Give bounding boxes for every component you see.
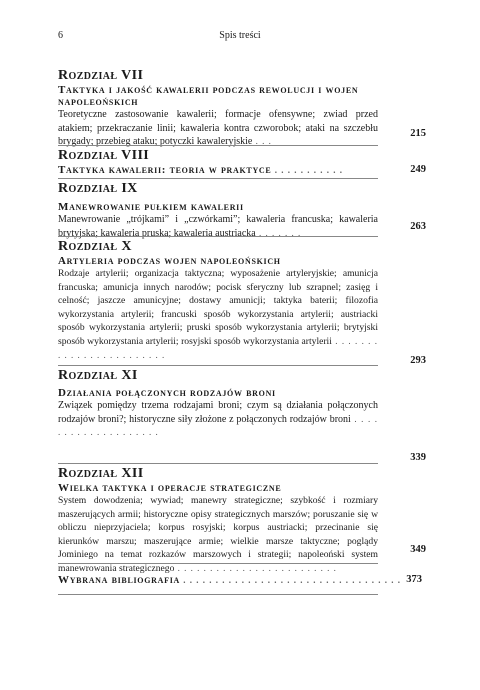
chapter-title: Taktyka kawalerii: teoria w praktyce . . . . . . . . . . . [58, 164, 343, 176]
chapter-page-number: 349 [410, 544, 426, 555]
running-title: Spis treści [219, 30, 261, 41]
chapter-description: System dowodzenia; wywiad; manewry strategiczne; szybkość i rozmiary maszerujących armii; historyczne opisy strategicznych marszów; poruszanie się w obliczu nieprzyjaciela; korpus rosyjski; korpus austriacki; przecinanie się kierunków marszu; maszerujące armie; wielkie marsze taktyczne; poglądy Jominiego na temat rozkazów marszowych i strategii; napoleoński system manewrowania strategicznego . . . . . . . . . . . . . . . . . . . . . . . . . [58, 495, 378, 574]
toc-entry-chapter-11[interactable] [58, 368, 426, 463]
chapter-description: Związek pomiędzy trzema rodzajami broni; czym są działania połączonych rodzajów broni?; historyczne siły złożone z połączonych rodzajów broni . . . . . . . . . . . . . . . . . . . . [58, 400, 378, 438]
divider [58, 463, 378, 464]
toc-entry-chapter-10[interactable] [58, 239, 426, 366]
divider [58, 236, 378, 237]
divider [58, 145, 378, 146]
chapter-page-number: 339 [410, 452, 426, 463]
chapter-title: Artyleria podczas wojen napoleońskich [58, 255, 281, 267]
chapter-heading: Rozdział XII [58, 466, 144, 481]
chapter-heading: Rozdział IX [58, 181, 138, 196]
divider [58, 563, 378, 564]
chapter-title: Wielka taktyka i operacje strategiczne [58, 482, 282, 494]
chapter-title: Działania połączonych rodzajów broni [58, 387, 276, 399]
chapter-heading: Rozdział VIII [58, 148, 150, 163]
chapter-title: Taktyka i jakość kawalerii podczas rewolucji i wojen napoleońskich [58, 84, 359, 108]
chapter-page-number: 293 [410, 355, 426, 366]
toc-entry-chapter-8[interactable] [58, 148, 426, 176]
bibliography-page-number: 373 [406, 574, 422, 585]
bibliography-title: Wybrana bibliografia [58, 574, 180, 586]
chapter-description: Teoretyczne zastosowanie kawalerii; formacje ofensywne; zwiad przed atakiem; przekraczanie linii; kawaleria kontra czworobok; ataki na szczebłu brygady; przebieg ataku; potyczki kawaleryjskie . . . [58, 109, 378, 148]
divider [58, 178, 378, 179]
toc-entry-chapter-7[interactable] [58, 68, 426, 149]
chapter-page-number: 263 [410, 221, 426, 232]
toc-entry-bibliography[interactable]: Wybrana bibliografia . . . . . . . . . . . . . . . . . . . . . . . . . . . . . . . . . . [58, 574, 401, 586]
divider [58, 365, 378, 366]
chapter-description: Manewrowanie „trójkami” i „czwórkami”; kawaleria francuska; kawaleria brytyjska; kawaleria pruska; kawaleria austriacka . . . . . . . [58, 214, 378, 239]
toc-entry-chapter-9[interactable] [58, 181, 426, 240]
chapter-heading: Rozdział VII [58, 68, 144, 83]
chapter-description: Rodzaje artylerii; organizacja taktyczna; wyposażenie artyleryjskie; amunicja francuska; amunicja innych narodów; pocisk sferyczny lub szrapnel; zasięg i celność; jaszcze amunicyjne; dostawy amunicji; taktyka baterii; filozofia wykorzystania artylerii; francuski sposób wykorzystania artylerii; austriacki sposób wykorzystania artylerii; pruski sposób wykorzystania artylerii; brytyjski sposób wykorzystania artylerii; rosyjski sposób wykorzystania artylerii . . . . . . . . . . . . . . . . . . . . . . . . [58, 268, 378, 360]
page-number: 6 [58, 30, 63, 41]
divider [58, 594, 378, 595]
chapter-title: Manewrowanie pułkiem kawalerii [58, 201, 244, 213]
chapter-page-number: 249 [410, 164, 426, 175]
toc-entry-chapter-12[interactable] [58, 466, 426, 576]
chapter-heading: Rozdział X [58, 239, 132, 254]
chapter-page-number: 215 [410, 128, 426, 139]
chapter-heading: Rozdział XI [58, 368, 138, 383]
